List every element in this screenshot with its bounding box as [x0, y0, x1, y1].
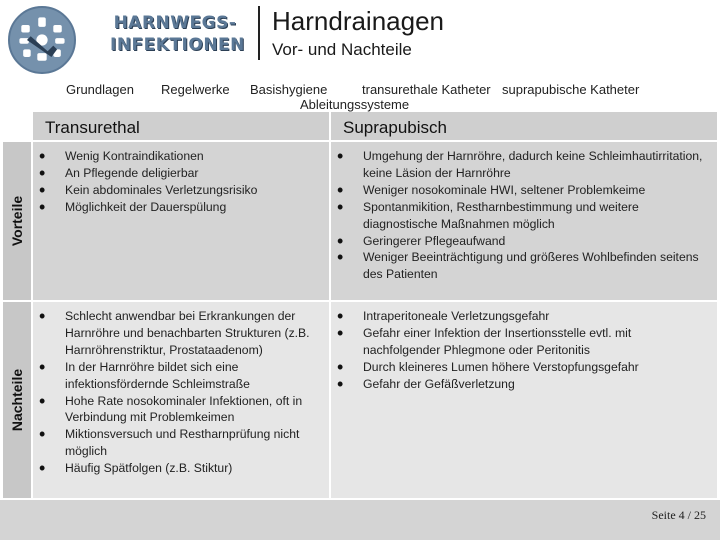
cell-transurethral-advantages	[33, 142, 329, 300]
hygiene-logo-icon	[8, 6, 76, 74]
list-item: • Wenig Kontraindikationen	[33, 148, 323, 165]
column-header-suprapubic: Suprapubisch	[331, 112, 717, 140]
list-item: • Geringerer Pflegeaufwand	[331, 233, 711, 250]
list-item: • Miktionsversuch und Restharnprüfung nicht möglich	[33, 426, 323, 460]
list-item: • Möglichkeit der Dauerspülung	[33, 199, 323, 216]
cell-suprapubic-disadvantages	[331, 302, 717, 498]
row-label-disadvantages-text: Nachteile	[9, 368, 25, 432]
list-item: • Schlecht anwendbar bei Erkrankungen der Harnröhre und benachbarten Strukturen (z.B. Harnröhrenstriktur, Prostataadenom)	[33, 308, 323, 359]
list-item: • Kein abdominales Verletzungsrisiko	[33, 182, 323, 199]
nav-item-regelwerke[interactable]: Regelwerke	[161, 82, 230, 97]
header-divider	[258, 6, 260, 60]
logo-line-1: HARNWEGS-	[113, 13, 237, 33]
page-number: Seite 4 / 25	[651, 508, 706, 522]
column-header-transurethral: Transurethal	[33, 112, 329, 140]
nav-item-basishygiene[interactable]: Basishygiene	[250, 82, 328, 97]
list-item: • Gefahr einer Infektion der Insertionsstelle evtl. mit nachfolgender Phlegmone oder Peritonitis	[331, 325, 711, 359]
page-title: Harndrainagen	[272, 6, 445, 36]
logo-line-2: INFEKTIONEN	[110, 35, 245, 55]
list-item: • Weniger Beeinträchtigung und größeres Wohlbefinden seitens des Patienten	[331, 249, 711, 283]
list-item: • Spontanmikition, Restharnbestimmung und weitere diagnostische Maßnahmen möglich	[331, 199, 711, 233]
slide-footer	[0, 500, 720, 540]
nav-item-transurethral[interactable]: transurethale Katheter	[362, 82, 491, 97]
row-label-advantages-text: Vorteile	[9, 195, 25, 247]
section-nav	[66, 82, 706, 112]
list-item: • Häufig Spätfolgen (z.B. Stiktur)	[33, 460, 323, 477]
table-corner	[3, 112, 31, 140]
row-label-advantages	[3, 142, 31, 300]
list-item: • Umgehung der Harnröhre, dadurch keine Schleimhautirritation, keine Läsion der Harnröhre	[331, 148, 711, 182]
page-subtitle: Vor- und Nachteile	[272, 40, 412, 59]
nav-item-suprapubisch[interactable]: suprapubische Katheter	[502, 82, 640, 97]
logo-wordmark	[110, 12, 245, 56]
row-label-disadvantages	[3, 302, 31, 498]
list-item: • Hohe Rate nosokominaler Infektionen, oft in Verbindung mit Problemkeimen	[33, 393, 323, 427]
hygiene-symbols-icon	[10, 8, 74, 72]
list-item: • Weniger nosokominale HWI, seltener Problemkeime	[331, 182, 711, 199]
nav-item-ableitungssysteme[interactable]: Ableitungssysteme	[300, 97, 410, 112]
cell-suprapubic-advantages	[331, 142, 717, 300]
list-item: • Gefahr der Gefäßverletzung	[331, 376, 711, 393]
cell-transurethral-disadvantages	[33, 302, 329, 498]
list-item: • In der Harnröhre bildet sich eine infektionsfördernde Schleimstraße	[33, 359, 323, 393]
slide-header	[0, 0, 720, 80]
list-item: • An Pflegende deligierbar	[33, 165, 323, 182]
list-item: • Durch kleineres Lumen höhere Verstopfungsgefahr	[331, 359, 711, 376]
list-item: • Intraperitoneale Verletzungsgefahr	[331, 308, 711, 325]
nav-item-grundlagen[interactable]: Grundlagen	[66, 82, 134, 97]
